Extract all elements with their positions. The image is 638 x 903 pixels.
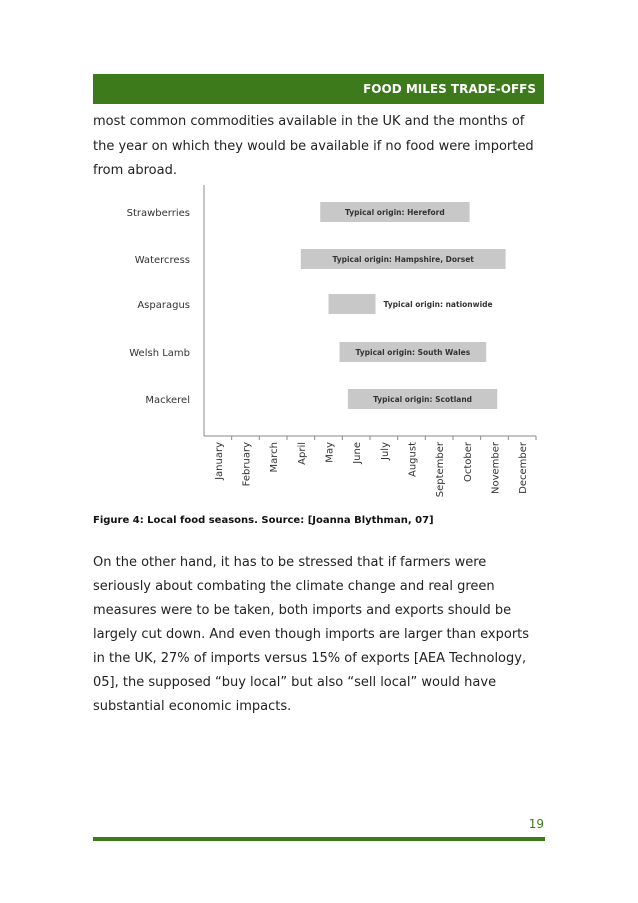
origin-label: Typical origin: Hereford (345, 208, 445, 217)
category-label: Mackerel (145, 395, 190, 406)
month-tick-label: September (435, 442, 447, 498)
page-number: 19 (528, 817, 544, 831)
month-tick-label: November (490, 442, 502, 495)
figure-caption: Figure 4: Local food seasons. Source: [Joanna Blythman, 07] (93, 515, 434, 526)
body-text: On the other hand, it has to be stressed that if farmers were seriously about combating the climate change and real green measures were to be taken, both imports and exports should be largely cut down. And even though imports are larger than exports in the UK, 27% of imports versus 15% of exports [AEA Technology, 05], the supposed “buy local” but also “sell local” would have substantial economic impacts. (93, 555, 530, 714)
intro-paragraph (93, 110, 545, 184)
origin-label: Typical origin: Scotland (373, 395, 473, 404)
category-label: Welsh Lamb (129, 348, 190, 359)
intro-text: most common commodities available in the UK and the months of the year on which they would be available if no food were imported from abroad. (93, 114, 534, 178)
month-tick-label: February (241, 442, 253, 487)
month-tick-label: June (352, 442, 364, 464)
month-tick-label: March (269, 442, 281, 473)
month-tick-label: April (296, 442, 308, 465)
footer-rule (93, 837, 545, 841)
category-label: Watercress (134, 255, 190, 266)
month-tick-label: July (379, 442, 391, 460)
month-tick-label: August (407, 442, 419, 477)
origin-label: Typical origin: nationwide (383, 300, 493, 309)
month-tick-label: December (518, 442, 530, 494)
month-tick-label: January (213, 442, 225, 480)
body-paragraph (93, 551, 545, 719)
month-tick-label: May (324, 442, 336, 463)
category-label: Strawberries (126, 208, 190, 219)
food-seasons-chart (93, 180, 545, 500)
section-header (93, 74, 544, 104)
month-tick-label: October (462, 442, 474, 483)
origin-label: Typical origin: Hampshire, Dorset (332, 255, 474, 264)
season-bar (329, 294, 376, 314)
section-title: FOOD MILES TRADE-OFFS (363, 82, 536, 96)
category-label: Asparagus (137, 300, 190, 311)
origin-label: Typical origin: South Wales (355, 348, 471, 357)
